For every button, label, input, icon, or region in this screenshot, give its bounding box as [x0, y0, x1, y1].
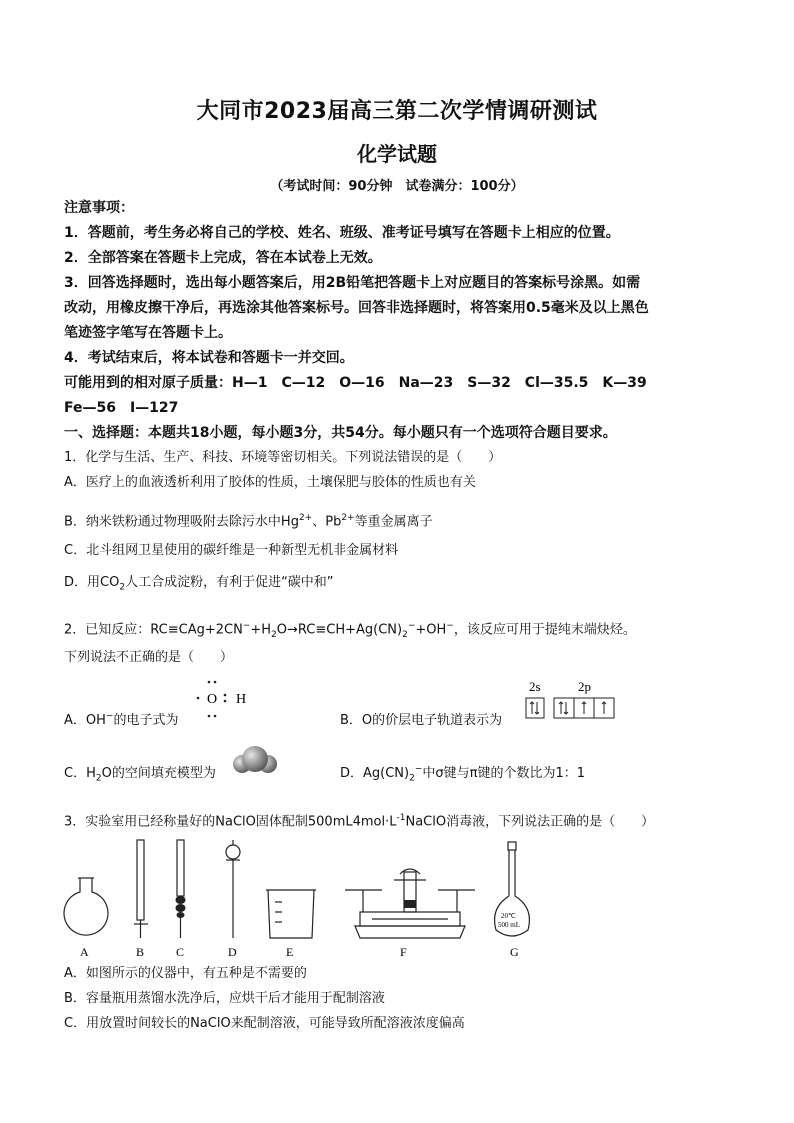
subscript: 2: [271, 629, 277, 640]
burette-c: [177, 840, 184, 896]
burette-c-beads: [176, 896, 186, 918]
atomic-mass-line: Fe—56 I—127: [64, 400, 179, 416]
notice-item: 4．考试结束后，将本试卷和答题卡一并交回。: [64, 350, 354, 366]
question-3-option-b: B．容量瓶用蒸馏水洗净后，应烘干后才能用于配制溶液: [64, 991, 385, 1006]
charge-sup: −: [414, 764, 423, 775]
balance-pans: [404, 900, 416, 908]
question-3-option-a: A．如图所示的仪器中，有五种是不需要的: [64, 966, 307, 981]
section-heading: 一、选择题：本题共18小题，每小题3分，共54分。每小题只有一个选项符合题目要求。: [64, 425, 617, 441]
charge-sup: −: [105, 711, 114, 722]
orbital-diagram: [524, 678, 624, 728]
stem-text: NaClO消毒液，下列说法正确的是（ ）: [405, 814, 655, 830]
notice-heading: 注意事项：: [64, 200, 134, 216]
lewis-diagram: [192, 674, 262, 724]
notice-item: 1．答题前，考生务必将自己的学校、姓名、班级、准考证号填写在答题卡上相应的位置。: [64, 225, 620, 241]
question-1-option-a: A．医疗上的血液透析利用了胶体的性质，土壤保肥与胶体的性质也有关: [64, 475, 476, 490]
subscript: 2: [402, 629, 408, 640]
stem-text: ，该反应可用于提纯末端炔烃。: [453, 622, 636, 638]
subscript: 2: [95, 773, 102, 784]
option-d-text: 人工合成淀粉，有利于促进“碳中和”: [125, 575, 334, 590]
question-1-option-d: [64, 573, 734, 598]
exam-title: 大同市2023届高三第二次学情调研测试: [196, 99, 598, 124]
beaker-e: [268, 890, 314, 938]
question-2-option-d: [340, 762, 585, 784]
round-flask: [64, 878, 108, 935]
stopper: [508, 842, 516, 850]
apparatus-label-c: C: [176, 945, 185, 959]
exam-info: （考试时间：90分钟 试卷满分：100分）: [270, 179, 524, 194]
option-b-text: B．纳米铁粉通过物理吸附去除污水中Hg: [64, 514, 299, 530]
lewis-structure-oh: [192, 674, 262, 724]
question-2-stem-2: 下列说法不正确的是（ ）: [64, 650, 234, 665]
charge-sup: −: [446, 621, 454, 631]
question-2-stem: [64, 616, 734, 645]
burette-b: [137, 840, 144, 920]
unit-sup: -1: [396, 813, 406, 823]
option-d-text: D．用CO: [64, 575, 120, 590]
charge-sup: −: [242, 621, 251, 631]
notice-item: 2．全部答案在答题卡上完成，答在本试卷上无效。: [64, 250, 382, 266]
subscript: 2: [409, 773, 415, 784]
option-a-text: 的电子式为: [113, 713, 179, 728]
question-2-option-c: [64, 762, 216, 784]
charge-sup: 2+: [341, 513, 355, 523]
question-1-stem: 1．化学与生活、生产、科技、环境等密切相关。下列说法错误的是（ ）: [64, 450, 502, 465]
option-c-text: O的空间填充模型为: [101, 766, 216, 781]
question-3-option-c: C．用放置时间较长的NaClO来配制溶液，可能导致所配溶液浓度偏高: [64, 1016, 465, 1031]
stem-text: 2．已知反应：RC≡CAg+2CN: [64, 622, 243, 638]
stem-text: 3．实验室用已经称量好的NaClO固体配制500mL4mol·L: [64, 814, 397, 830]
flask-volume-label: 500 mL: [498, 921, 520, 929]
option-b-text: 等重金属离子: [354, 514, 433, 530]
apparatus-label-d: D: [228, 945, 237, 959]
balance-f: [355, 926, 465, 938]
apparatus-label-a: A: [80, 945, 89, 959]
h2o-space-filling: [232, 744, 278, 776]
flask-temp-label: 20℃: [501, 912, 516, 920]
charge-sup: 2+: [298, 513, 313, 523]
question-1-option-b: [64, 508, 734, 532]
stem-text: O→RC≡CH+Ag(CN): [276, 622, 403, 638]
apparatus-label-e: E: [286, 945, 294, 959]
notice-item: 笔迹签字笔写在答题卡上。: [64, 325, 232, 341]
subject-title: 化学试题: [357, 142, 437, 166]
orbital-2p-label: 2p: [578, 679, 591, 694]
stem-text: +H: [250, 622, 272, 638]
lewis-o: O: [207, 692, 218, 707]
funnel-d: [226, 845, 240, 859]
question-2-option-b: B．O的价层电子轨道表示为: [340, 713, 503, 728]
question-1-option-c: C．北斗组网卫星使用的碳纤维是一种新型无机非金属材料: [64, 543, 399, 558]
notice-item: 3．回答选择题时，选出每小题答案后，用2B铅笔把答题卡上对应题目的答案标号涂黑。如需: [64, 275, 641, 291]
charge-sup: −: [407, 621, 416, 631]
option-d-text: D．Ag(CN): [340, 766, 410, 781]
subscript: 2: [119, 582, 126, 593]
lab-apparatus-figure: [60, 838, 600, 960]
lewis-h: H: [236, 692, 247, 707]
apparatus-label-f: F: [400, 945, 407, 959]
option-b-text: 、Pb: [312, 514, 342, 530]
question-2-option-a: [64, 709, 178, 728]
option-a-text: A．OH: [64, 713, 106, 728]
apparatus-drawing: [60, 838, 600, 960]
option-c-text: C．H: [64, 766, 96, 781]
apparatus-label-b: B: [136, 945, 145, 959]
orbital-boxes: [524, 678, 624, 728]
atomic-mass-line: 可能用到的相对原子质量：H—1 C—12 O—16 Na—23 S—32 Cl—35.5 K—39: [64, 375, 647, 391]
h2o-model-image: [232, 744, 278, 776]
option-d-text: 中σ键与π键的个数比为1：1: [422, 766, 585, 781]
orbital-2s-label: 2s: [529, 679, 541, 694]
question-3-stem: [64, 808, 734, 832]
stem-text: +OH: [415, 622, 447, 638]
apparatus-label-g: G: [510, 945, 519, 959]
notice-item: 改动，用橡皮擦干净后，再选涂其他答案标号。回答非选择题时，将答案用0.5毫米及以上黑色: [64, 300, 649, 316]
orbital-2s-box: [526, 698, 544, 718]
